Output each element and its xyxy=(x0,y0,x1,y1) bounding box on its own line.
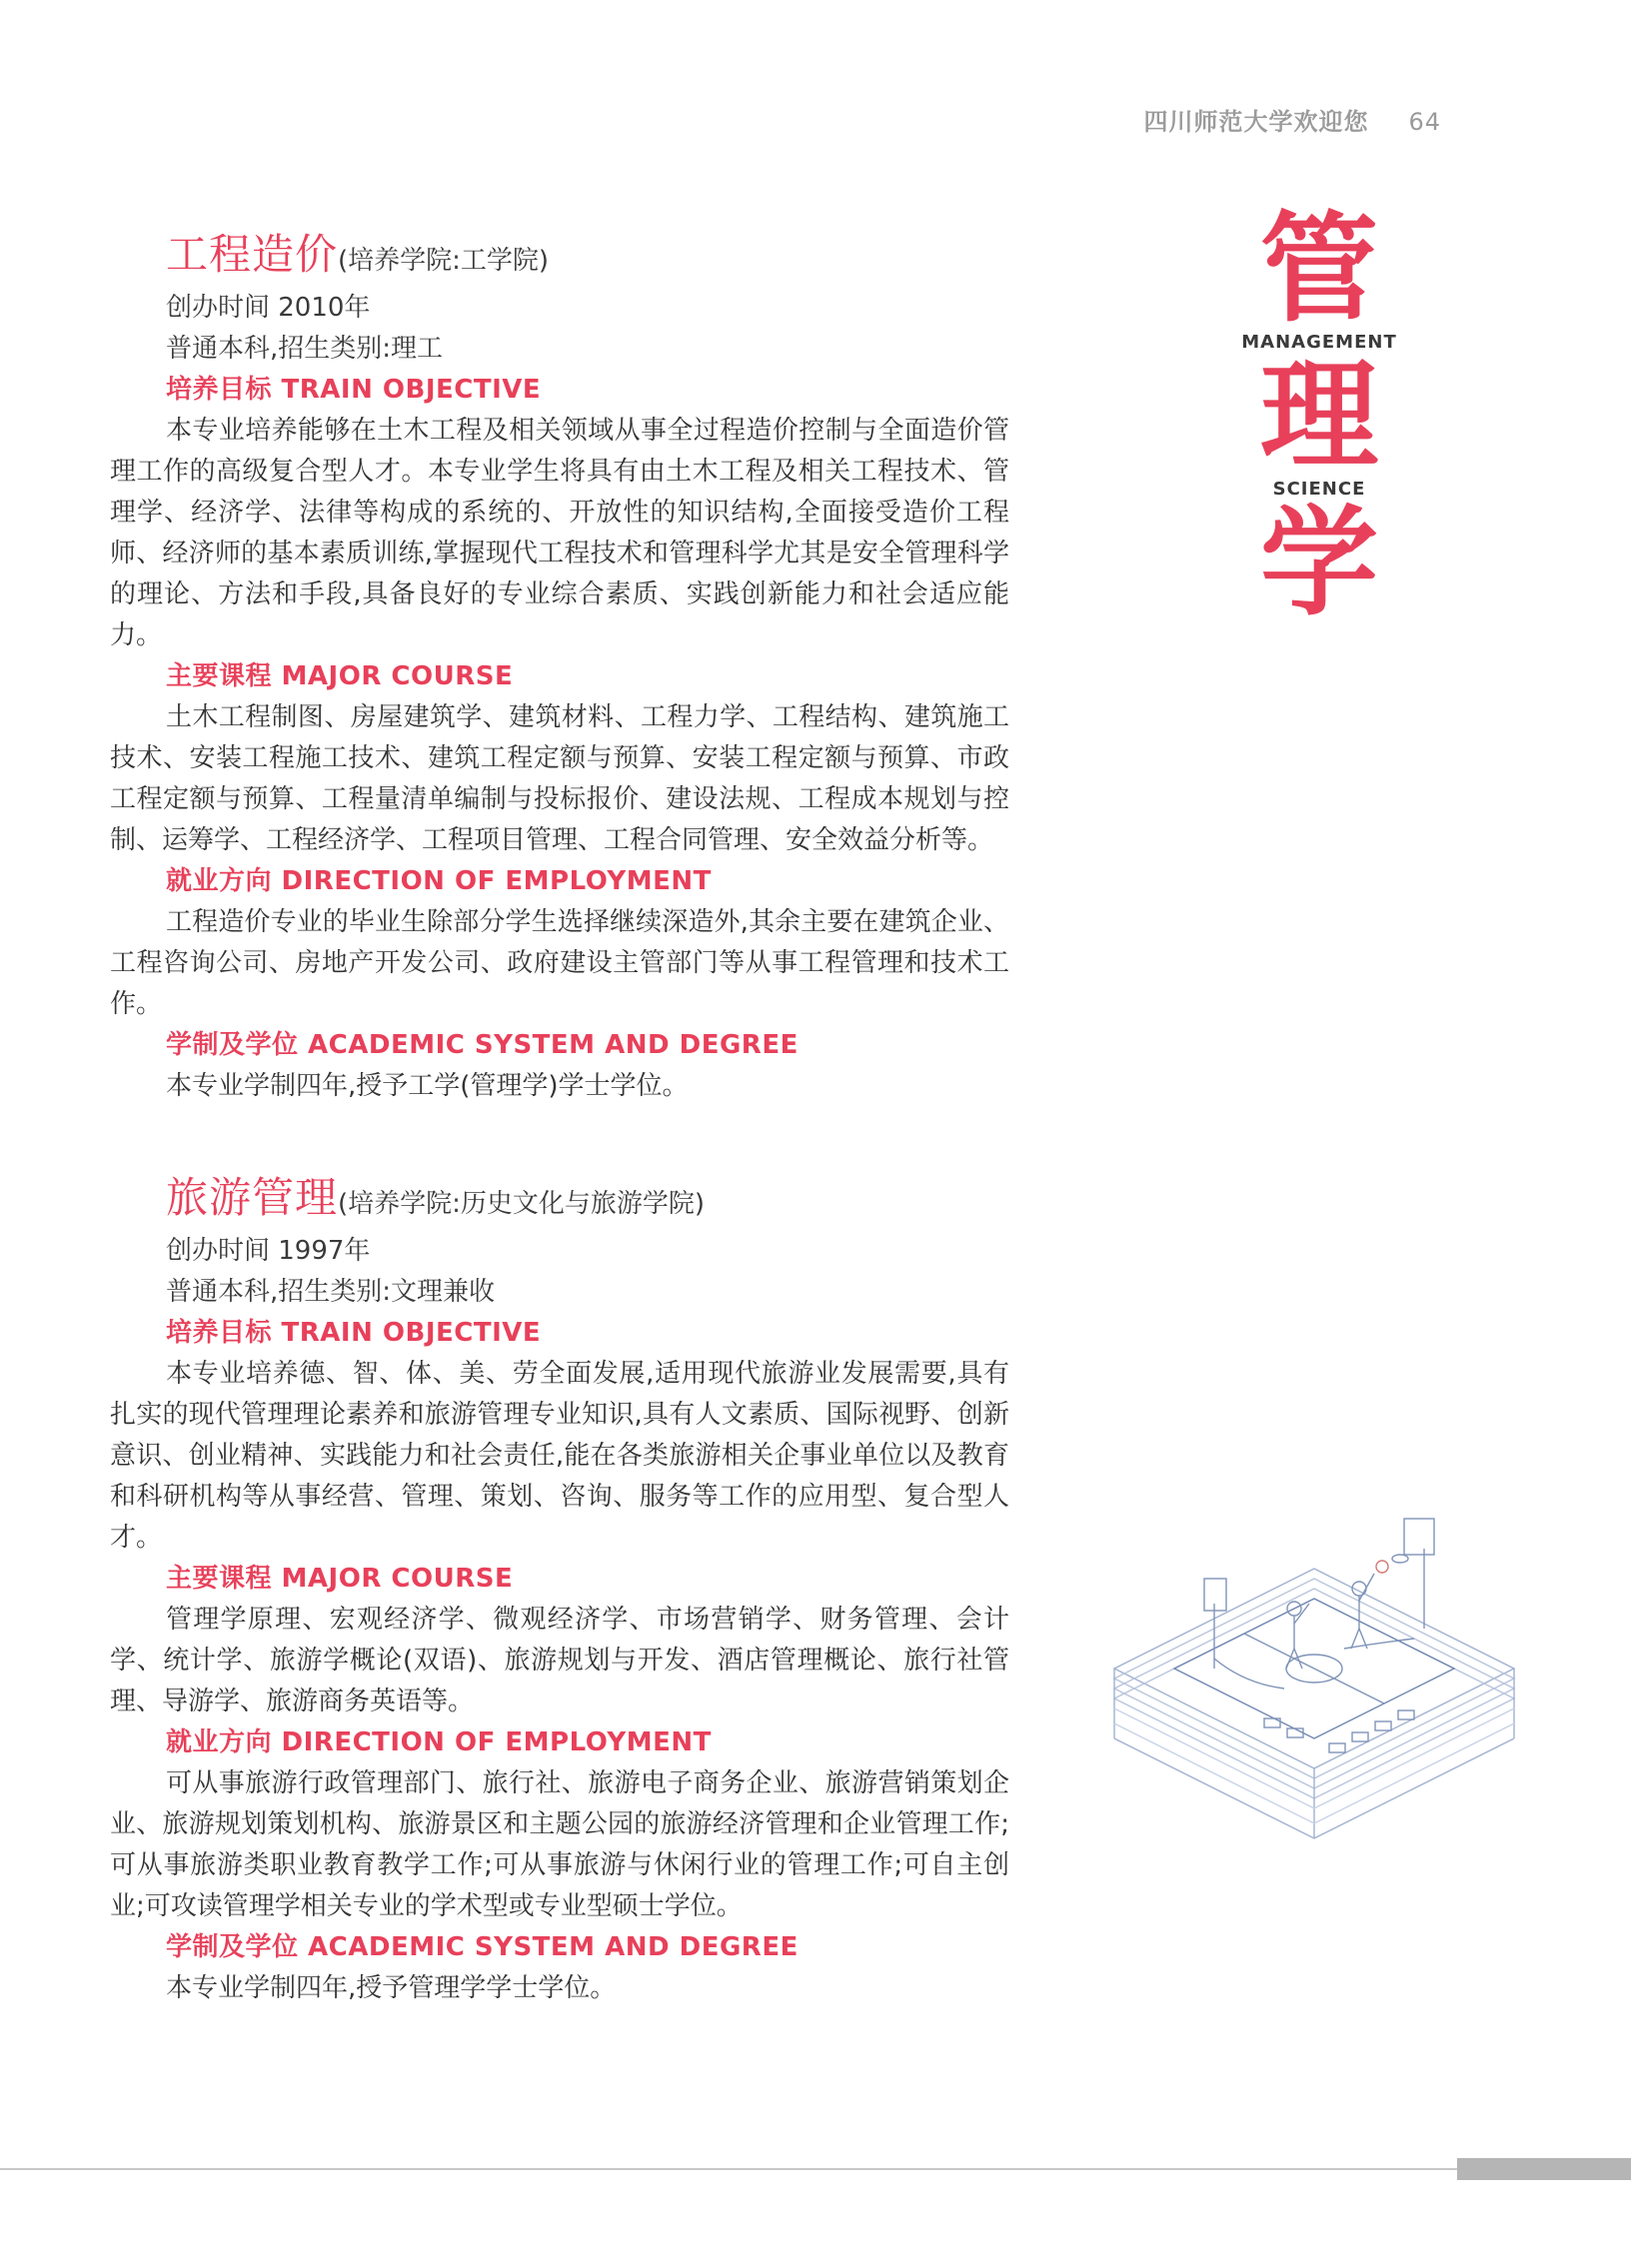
dept-char-3: 学 xyxy=(1259,494,1378,631)
objective-text: 本专业培养德、智、体、美、劳全面发展,适用现代旅游业发展需要,具有扎实的现代管理理论素养和旅游管理专业知识,具有人文素质、国际视野、创新意识、创业精神、实践能力和社会责任,能在各类旅游相关企事业单位以及教育和科研机构等从事经营、管理、策划、咨询、服务等工作的应用型、复合型人才。 xyxy=(110,1359,1009,1553)
course-text: 管理学原理、宏观经济学、微观经济学、市场营销学、财务管理、会计学、统计学、旅游学概论(双语)、旅游规划与开发、酒店管理概论、旅行社管理、导游学、旅游商务英语等。 xyxy=(110,1605,1009,1716)
degree-text: 本专业学制四年,授予管理学学士学位。 xyxy=(166,1973,617,2003)
course-heading: 主要课程 MAJOR COURSE xyxy=(166,1564,514,1594)
main-content xyxy=(110,222,1009,2067)
enrollment-category: 普通本科,招生类别:文理兼收 xyxy=(166,1277,496,1307)
founded-date: 创办时间 2010年 xyxy=(166,293,371,323)
major-name: 旅游管理 xyxy=(166,1173,339,1222)
major-section xyxy=(110,1165,1009,2009)
objective-heading: 培养目标 TRAIN OBJECTIVE xyxy=(166,1318,542,1348)
major-name: 工程造价 xyxy=(166,230,339,279)
major-section xyxy=(110,222,1009,1107)
employment-text: 可从事旅游行政管理部门、旅行社、旅游电子商务企业、旅游营销策划企业、旅游规划策划机构、旅游景区和主题公园的旅游经济管理和企业管理工作;可从事旅游类职业教育教学工作;可从事旅游与休闲行业的管理工作;可自主创业;可攻读管理学相关专业的学术型或专业型硕士学位。 xyxy=(110,1768,1009,1921)
employment-heading: 就业方向 DIRECTION OF EMPLOYMENT xyxy=(166,1727,712,1757)
course-heading: 主要课程 MAJOR COURSE xyxy=(166,661,514,691)
employment-text: 工程造价专业的毕业生除部分学生选择继续深造外,其余主要在建筑企业、工程咨询公司、房地产开发公司、政府建设主管部门等从事工程管理和技术工作。 xyxy=(110,907,1009,1019)
dept-label-management: MANAGEMENT xyxy=(1241,332,1397,353)
degree-text: 本专业学制四年,授予工学(管理学)学士学位。 xyxy=(166,1071,689,1101)
major-college: (培养学院:工学院) xyxy=(338,246,550,276)
course-text: 土木工程制图、房屋建筑学、建筑材料、工程力学、工程结构、建筑施工技术、安装工程施工技术、建筑工程定额与预算、安装工程定额与预算、市政工程定额与预算、工程量清单编制与投标报价、建设法规、工程成本规划与控制、运筹学、工程经济学、工程项目管理、工程合同管理、安全效益分析等。 xyxy=(110,702,1009,855)
basketball-court-illustration xyxy=(1104,1509,1524,1848)
major-college: (培养学院:历史文化与旅游学院) xyxy=(338,1189,706,1219)
enrollment-category: 普通本科,招生类别:理工 xyxy=(166,334,444,364)
dept-char-1: 管 xyxy=(1259,200,1378,338)
page-number: 64 xyxy=(1408,108,1441,136)
footer-divider xyxy=(0,2168,1457,2170)
dept-char-2: 理 xyxy=(1259,347,1378,485)
department-title xyxy=(1239,200,1399,631)
employment-heading: 就业方向 DIRECTION OF EMPLOYMENT xyxy=(166,866,712,896)
degree-heading: 学制及学位 ACADEMIC SYSTEM AND DEGREE xyxy=(166,1030,799,1060)
footer-accent-bar xyxy=(1457,2158,1631,2180)
objective-heading: 培养目标 TRAIN OBJECTIVE xyxy=(166,375,542,405)
header-title: 四川师范大学欢迎您 xyxy=(1143,108,1369,136)
page-header xyxy=(1143,102,1441,137)
major-title xyxy=(110,222,1009,282)
dept-label-science: SCIENCE xyxy=(1272,479,1366,500)
founded-date: 创办时间 1997年 xyxy=(166,1236,371,1266)
objective-text: 本专业培养能够在土木工程及相关领域从事全过程造价控制与全面造价管理工作的高级复合型人才。本专业学生将具有由土木工程及相关工程技术、管理学、经济学、法律等构成的系统的、开放性的知识结构,全面接受造价工程师、经济师的基本素质训练,掌握现代工程技术和管理科学尤其是安全管理科学的理论、方法和手段,具备良好的专业综合素质、实践创新能力和社会适应能力。 xyxy=(110,416,1010,650)
major-title xyxy=(110,1165,1009,1225)
degree-heading: 学制及学位 ACADEMIC SYSTEM AND DEGREE xyxy=(166,1932,799,1962)
